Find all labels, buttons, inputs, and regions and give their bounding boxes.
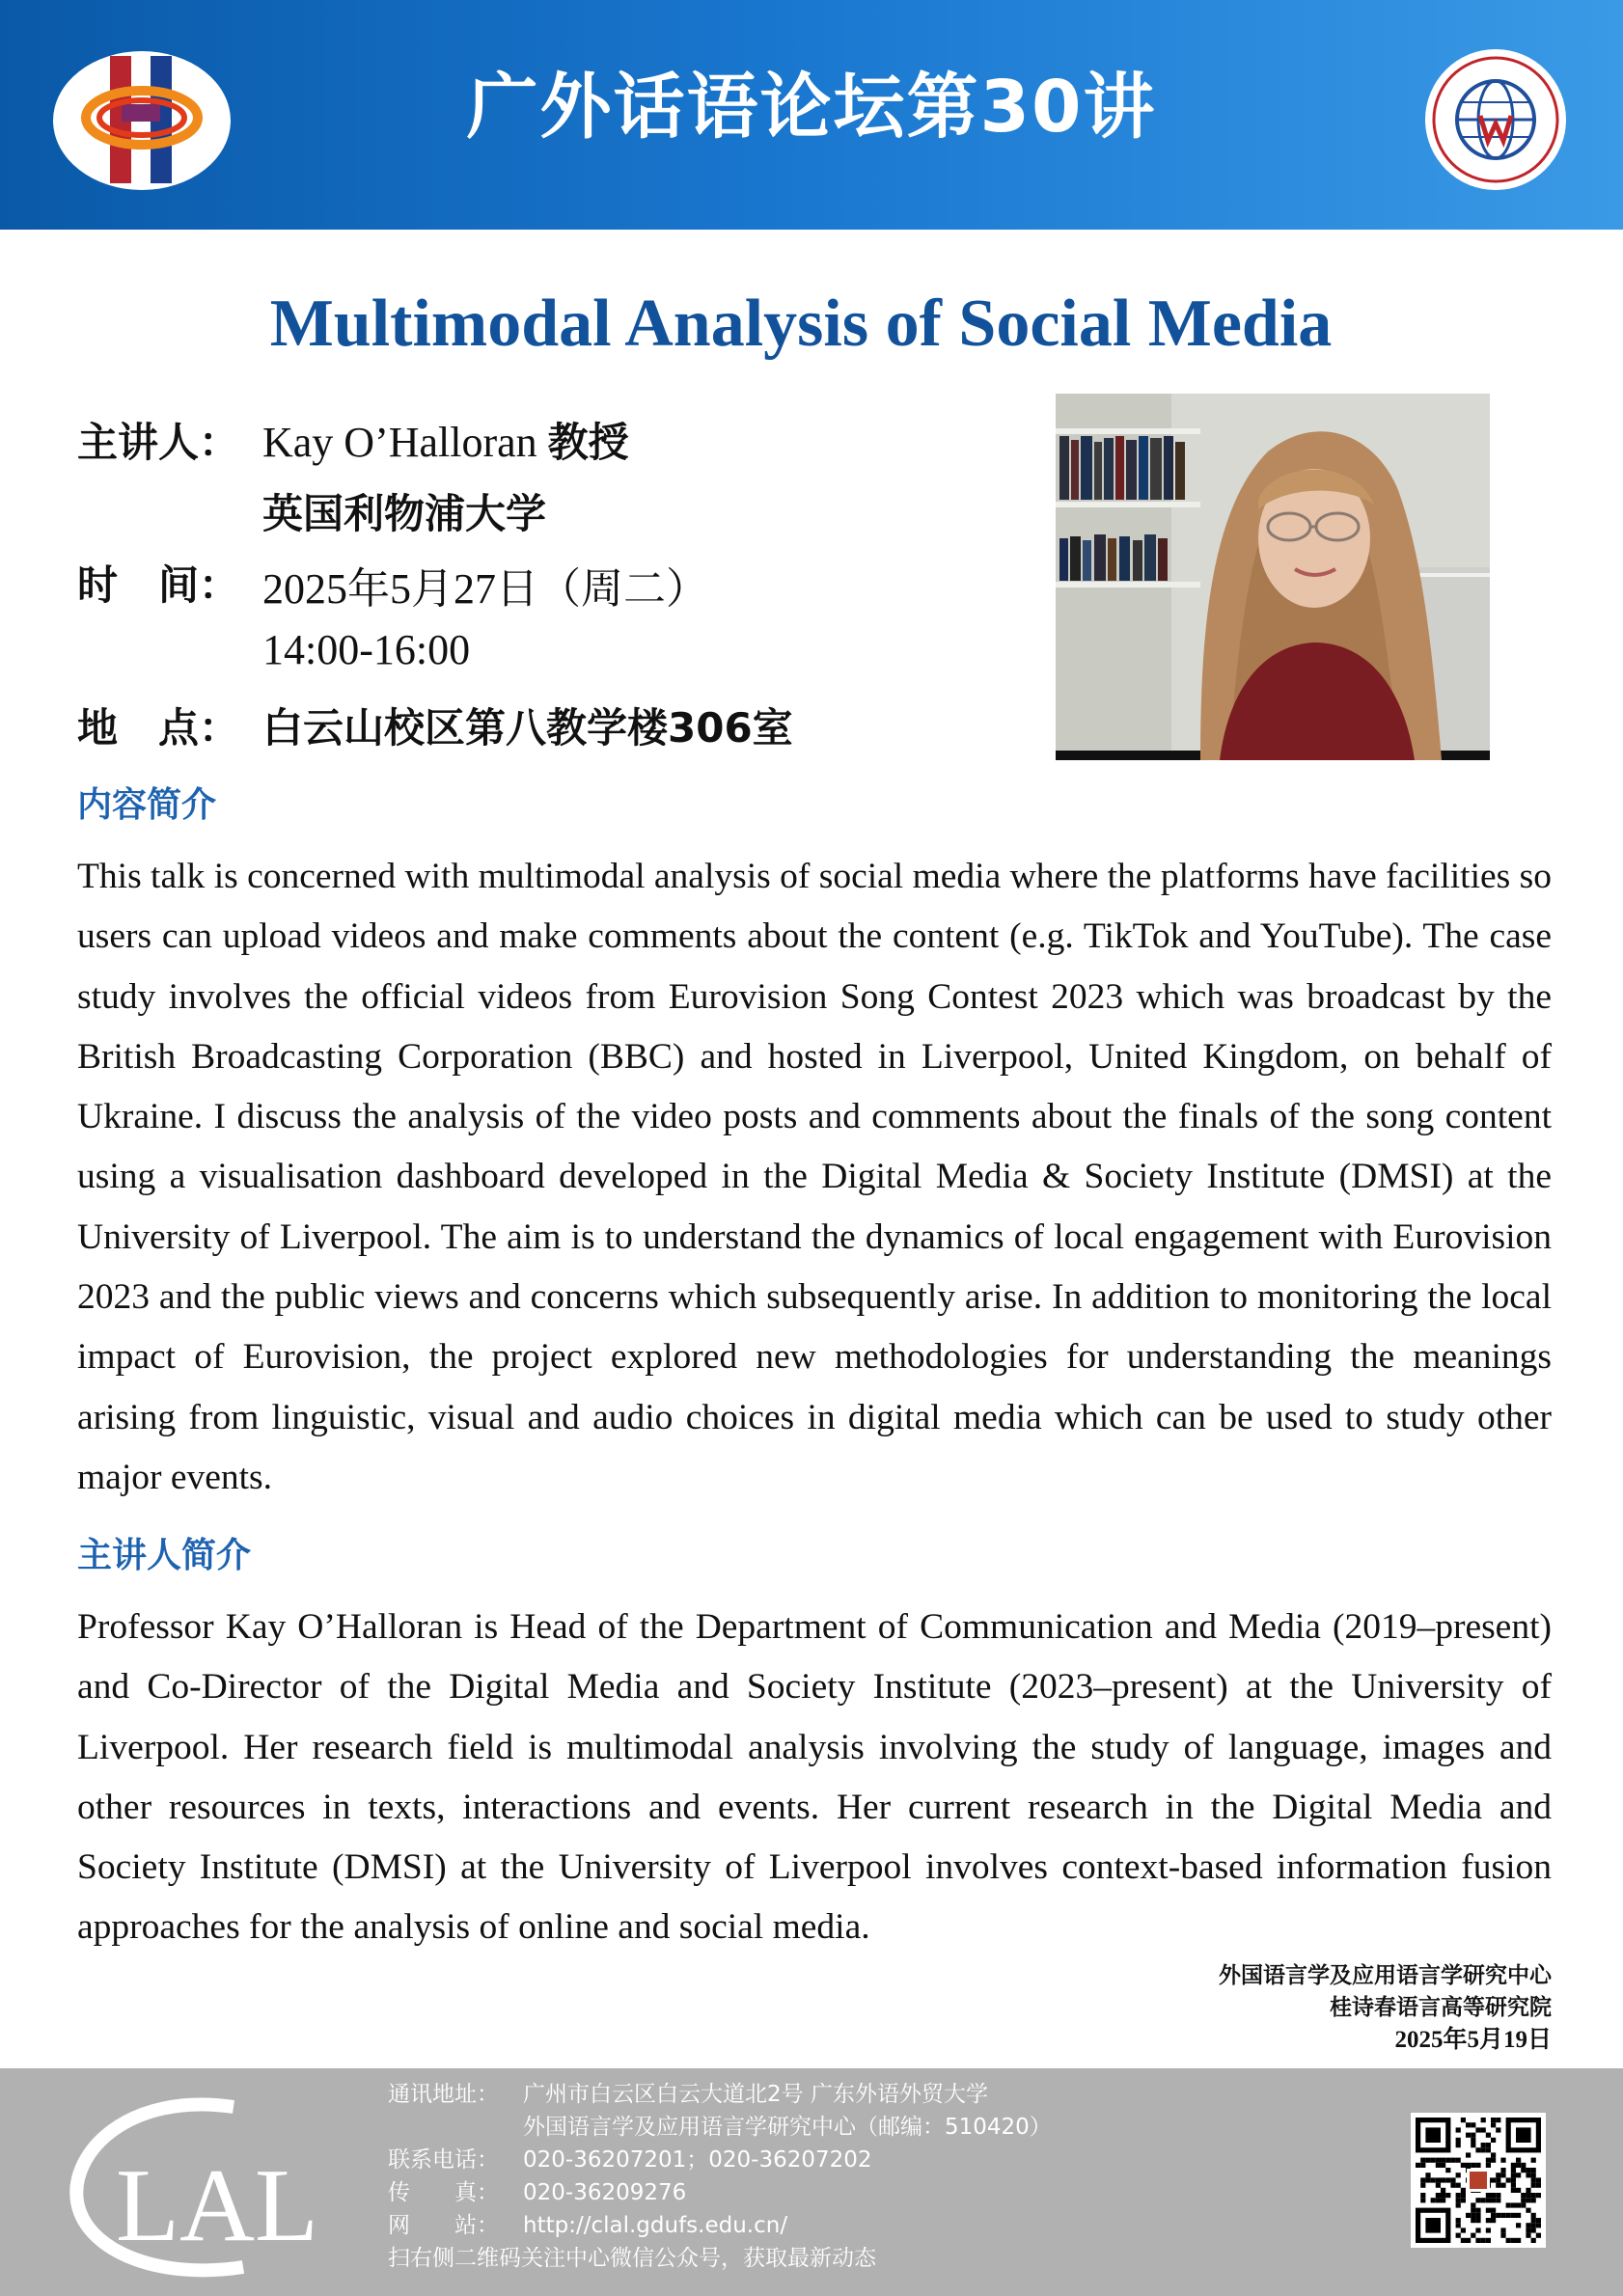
gdufs-emblem-logo (1424, 48, 1567, 191)
speaker-portrait (1056, 394, 1490, 760)
footer (0, 2068, 1623, 2296)
phone-label: 联系电话： (388, 2147, 499, 2173)
qr-code-image (1411, 2113, 1546, 2248)
header-banner (0, 0, 1623, 230)
web-link[interactable]: http://clal.gdufs.edu.cn/ (523, 2213, 788, 2238)
speaker-name: Kay O’Halloran (262, 419, 537, 466)
time-label: 时 间： (77, 561, 240, 609)
web-label: 网 站： (388, 2213, 499, 2238)
abstract-text: This talk is concerned with multimodal analysis of social media where the platforms have facilities so users can upload videos and make comments about the content (e.g. TikTok and YouTube). The case study involves the official videos from Eurovision Song Contest 2023 which was broadcast by the British Broadcasting Corporation (BBC) and hosted in Liverpool, United Kingdom, on behalf of Ukraine. I discuss the analysis of the video posts and comments about the finals of the song content using a visualisation dashboard developed in the Digital Media & Society Institute (DMSI) at the University of Liverpool. The aim is to understand the dynamics of local engagement with Eurovision 2023 and the public views and concerns which subsequently arise. In addition to monitoring the local impact of Eurovision, the project explored new methodologies for understanding the meanings arising from linguistic, visual and audio choices in digital media which can be used to study other major events. (77, 857, 1552, 1497)
talk-place: 白云山校区第八教学楼306室 (262, 704, 793, 752)
fax-value: 020-36209276 (523, 2180, 687, 2205)
clal-logo (69, 2095, 359, 2279)
address-line1: 广州市白云区白云大道北2号 广东外语外贸大学 (523, 2082, 988, 2107)
address-label: 通讯地址： (388, 2082, 499, 2107)
speaker-affiliation: 英国利物浦大学 (262, 490, 547, 537)
talk-title: Multimodal Analysis of Social Media (269, 287, 1333, 361)
clal-logo-text: LAL (116, 2148, 318, 2263)
address-line2: 外国语言学及应用语言学研究中心（邮编：510420） (523, 2115, 1052, 2140)
abstract-heading: 内容简介 (77, 785, 217, 825)
signature-block (1219, 1960, 1552, 2056)
talk-hours: 14:00-16:00 (262, 626, 471, 673)
signature-org2: 桂诗春语言高等研究院 (1330, 1995, 1552, 2020)
speaker-portrait-image (1056, 394, 1490, 760)
fax-label: 传 真： (388, 2180, 499, 2205)
speaker-label: 主讲人： (77, 419, 240, 466)
talk-date: 2025年5月27日（周二） (262, 565, 708, 613)
place-label: 地 点： (77, 704, 240, 752)
phone-value: 020-36207201；020-36207202 (523, 2147, 872, 2173)
bio-text: Professor Kay O’Halloran is Head of the Department of Communication and Media (2019–present) and Co-Director of the Digital Media and Society Institute (2023–present) at the University of Liverpool. Her research field is multimodal analysis involving the study of language, images and other resources in texts, interactions and events. Her current research in the Digital Media and Society Institute (DMSI) at the University of Liverpool involves context-based information fusion approaches for the analysis of online and social media. (77, 1607, 1552, 1948)
forum-title: 广外话语论坛第30讲 (466, 66, 1157, 149)
wechat-qr-code[interactable] (1411, 2113, 1546, 2248)
speaker-value (262, 411, 629, 469)
speaker-title: 教授 (547, 419, 629, 466)
bio-heading: 主讲人简介 (77, 1536, 252, 1575)
qr-note: 扫右侧二维码关注中心微信公众号，获取最新动态 (388, 2246, 876, 2271)
signature-org1: 外国语言学及应用语言学研究中心 (1219, 1963, 1552, 1988)
signature-date: 2025年5月19日 (1394, 2027, 1552, 2053)
